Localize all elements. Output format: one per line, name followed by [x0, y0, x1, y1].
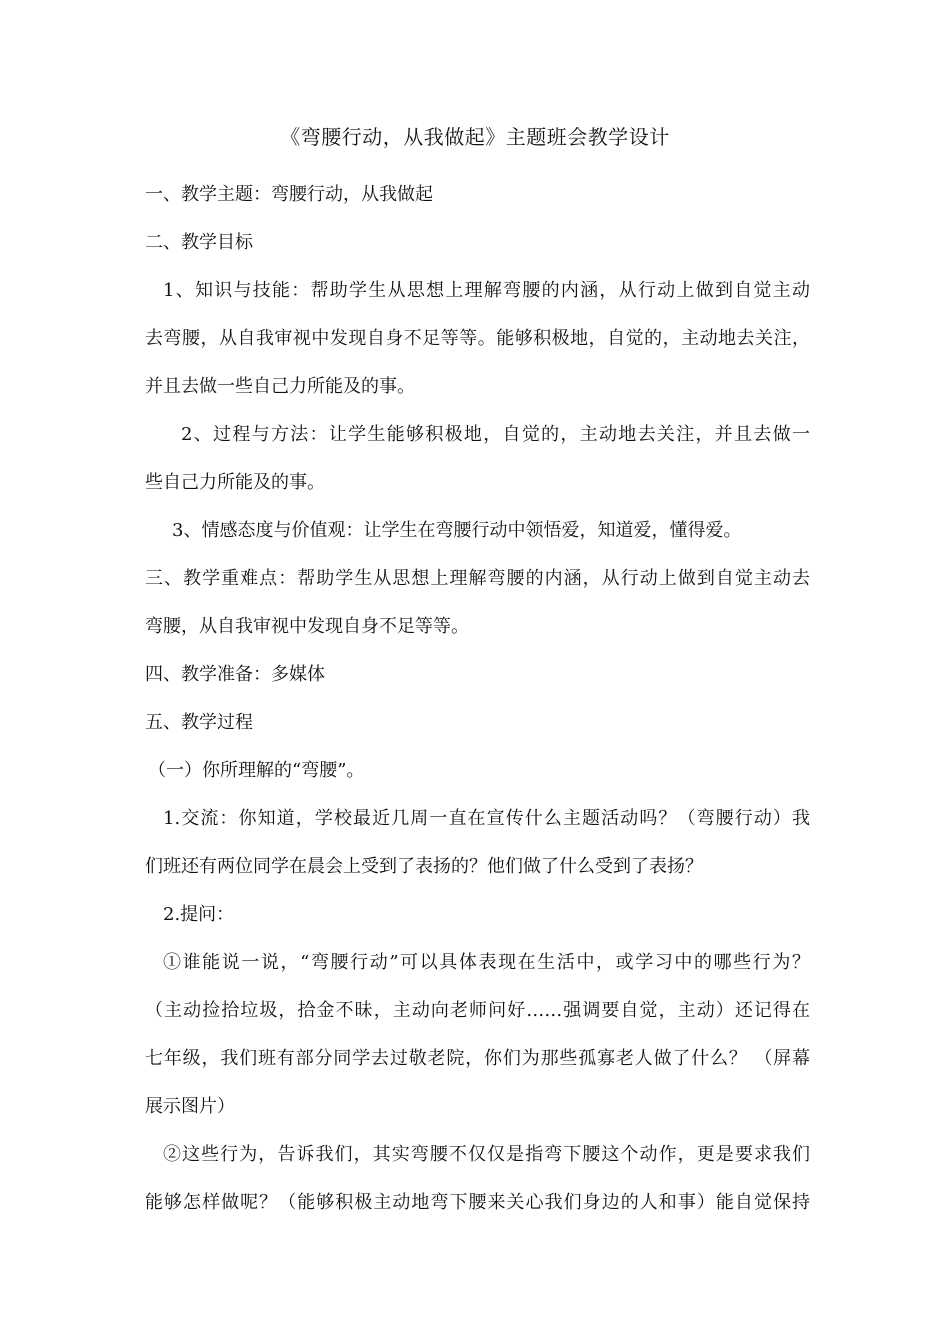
goal-emotion-line: 3、情感态度与价值观：让学生在弯腰行动中领悟爱，知道爱，懂得爱。 — [172, 520, 742, 541]
question-1-line-1: ①谁能说一说，“弯腰行动”可以具体表现在生活中，或学习中的哪些行为？ — [163, 952, 810, 973]
question-1-line-4: 展示图片） — [145, 1096, 235, 1117]
section-heading-goals: 二、教学目标 — [145, 232, 253, 253]
goal-knowledge-line-3: 并且去做一些自己力所能及的事。 — [145, 376, 415, 397]
question-heading: 2.提问： — [163, 904, 235, 925]
goal-process-line-2: 些自己力所能及的事。 — [145, 472, 325, 493]
subsection-heading-1: （一）你所理解的“弯腰”。 — [148, 760, 365, 781]
goal-knowledge-line-2: 去弯腰，从自我审视中发现自身不足等等。能够积极地，自觉的，主动地去关注， — [145, 328, 810, 349]
goal-knowledge-line-1: 1、知识与技能：帮助学生从思想上理解弯腰的内涵，从行动上做到自觉主动 — [163, 280, 810, 301]
exchange-line-1: 1.交流：你知道，学校最近几周一直在宣传什么主题活动吗？（弯腰行动）我 — [163, 808, 810, 829]
question-1-line-3: 七年级，我们班有部分同学去过敬老院，你们为那些孤寡老人做了什么？ （屏幕 — [145, 1048, 810, 1069]
exchange-line-2: 们班还有两位同学在晨会上受到了表扬的？他们做了什么受到了表扬？ — [145, 856, 703, 877]
section-key-points-line-1: 三、教学重难点：帮助学生从思想上理解弯腰的内涵，从行动上做到自觉主动去 — [145, 568, 810, 589]
section-preparation: 四、教学准备：多媒体 — [145, 664, 325, 685]
section-heading-process: 五、教学过程 — [145, 712, 253, 733]
question-2-line-1: ②这些行为，告诉我们，其实弯腰不仅仅是指弯下腰这个动作，更是要求我们 — [163, 1144, 810, 1165]
question-1-line-2: （主动捡拾垃圾，拾金不昧，主动向老师问好……强调要自觉，主动）还记得在 — [145, 1000, 810, 1021]
document-title: 《弯腰行动，从我做起》主题班会教学设计 — [280, 125, 670, 149]
section-key-points-line-2: 弯腰，从自我审视中发现自身不足等等。 — [145, 616, 469, 637]
section-heading-theme: 一、教学主题：弯腰行动，从我做起 — [145, 184, 433, 205]
question-2-line-2: 能够怎样做呢？（能够积极主动地弯下腰来关心我们身边的人和事）能自觉保持 — [145, 1192, 810, 1213]
goal-process-line-1: 2、过程与方法：让学生能够积极地，自觉的，主动地去关注，并且去做一 — [181, 424, 810, 445]
